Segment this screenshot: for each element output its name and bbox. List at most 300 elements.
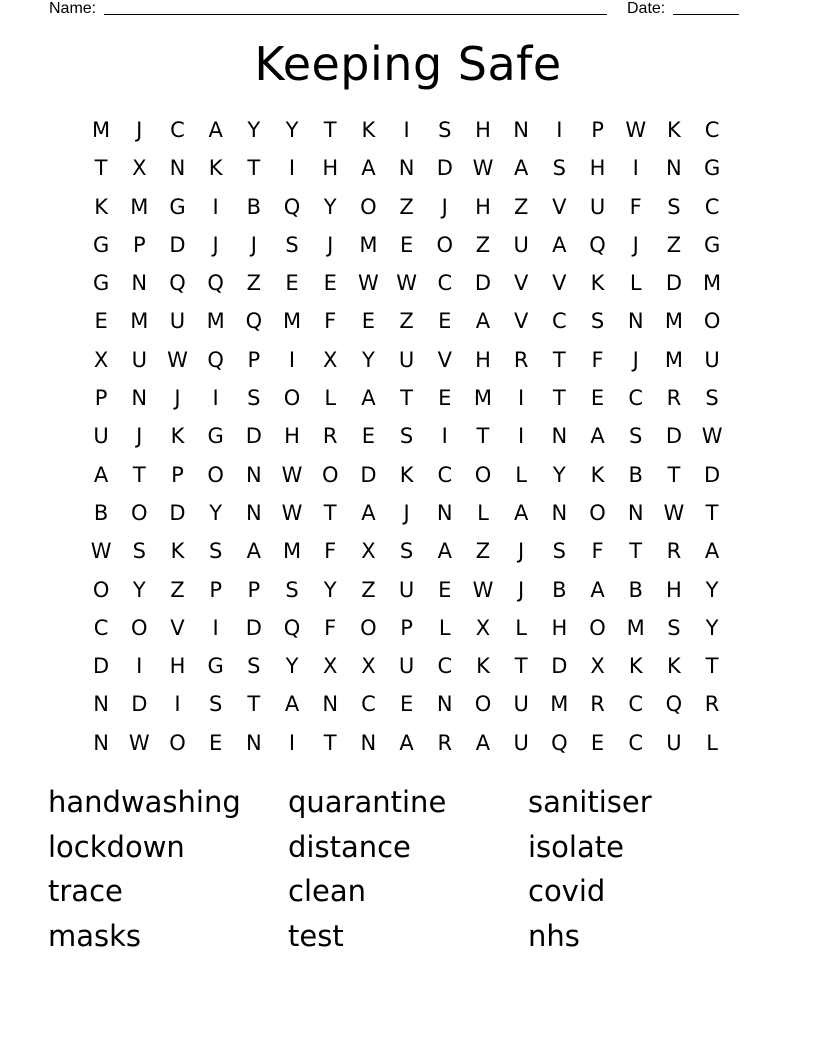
grid-letter: T	[323, 730, 337, 755]
grid-letter: O	[131, 615, 148, 640]
grid-letter: I	[212, 194, 219, 219]
grid-letter: J	[136, 118, 143, 142]
grid-letter: K	[590, 271, 605, 296]
grid-letter: Q	[283, 615, 301, 640]
grid-letter: U	[131, 347, 147, 372]
grid-letter: K	[476, 654, 490, 679]
grid-letter: T	[323, 500, 337, 525]
grid-letter: O	[360, 194, 377, 219]
grid-letter: M	[626, 615, 645, 640]
grid-letter: T	[94, 156, 108, 181]
grid-letter: J	[136, 424, 143, 449]
word-list-item: trace	[48, 874, 123, 909]
grid-letter: Q	[207, 347, 224, 372]
grid-letter: N	[245, 462, 262, 487]
grid-letter: C	[361, 692, 376, 717]
grid-letter: S	[667, 194, 681, 219]
grid-letter: A	[208, 118, 223, 142]
grid-letter: C	[437, 654, 453, 679]
grid-letter: I	[518, 386, 525, 411]
grid-letter: O	[92, 577, 110, 602]
grid-letter: C	[628, 692, 644, 717]
grid-letter: F	[591, 539, 604, 564]
grid-letter: U	[589, 194, 606, 219]
grid-letter: B	[628, 462, 643, 487]
word-list-item: nhs	[528, 919, 580, 954]
grid-letter: M	[473, 386, 493, 411]
grid-letter: A	[284, 692, 300, 717]
grid-letter: S	[705, 386, 719, 411]
grid-letter: U	[93, 424, 109, 449]
grid-letter: O	[283, 386, 301, 411]
grid-letter: G	[703, 156, 721, 181]
grid-letter: M	[206, 309, 225, 334]
grid-letter: I	[136, 654, 143, 679]
date-blank-line	[673, 14, 739, 15]
grid-letter: Q	[283, 194, 301, 219]
grid-letter: O	[703, 309, 721, 334]
grid-letter: E	[399, 692, 414, 717]
grid-letter: H	[475, 194, 491, 219]
grid-letter: N	[93, 730, 109, 755]
grid-letter: I	[212, 386, 219, 411]
grid-letter: M	[282, 539, 302, 564]
grid-letter: E	[361, 424, 376, 449]
grid-letter: J	[441, 194, 448, 219]
grid-letter: D	[436, 156, 453, 181]
grid-letter: N	[131, 271, 148, 296]
grid-letter: G	[207, 424, 224, 449]
grid-letter: A	[552, 232, 567, 257]
grid-letter: X	[323, 654, 338, 679]
grid-letter: I	[441, 424, 448, 449]
grid-letter: C	[704, 118, 720, 142]
grid-letter: K	[170, 539, 185, 564]
grid-letter: Y	[247, 118, 261, 142]
grid-letter: T	[323, 118, 337, 142]
grid-letter: E	[438, 386, 452, 411]
grid-letter: R	[437, 730, 453, 755]
grid-letter: C	[704, 194, 720, 219]
grid-letter: M	[92, 118, 111, 142]
grid-letter: E	[285, 271, 299, 296]
grid-letter: Y	[209, 500, 223, 525]
grid-letter: Y	[323, 194, 337, 219]
grid-letter: P	[209, 577, 222, 602]
grid-letter: C	[552, 309, 567, 334]
grid-letter: F	[324, 309, 337, 334]
grid-letter: U	[169, 309, 186, 334]
grid-letter: P	[400, 615, 413, 640]
grid-letter: K	[170, 424, 185, 449]
grid-letter: N	[398, 156, 415, 181]
grid-letter: N	[131, 386, 148, 411]
grid-letter: M	[664, 309, 683, 334]
grid-letter: P	[247, 577, 261, 602]
grid-letter: A	[590, 424, 605, 449]
grid-letter: O	[321, 462, 339, 487]
grid-letter: I	[403, 118, 410, 142]
grid-letter: M	[130, 309, 149, 334]
grid-letter: Y	[285, 654, 299, 679]
grid-letter: O	[589, 500, 606, 525]
grid-letter: X	[323, 347, 338, 372]
grid-letter: E	[438, 309, 452, 334]
grid-letter: L	[477, 500, 489, 525]
grid-letter: G	[207, 654, 224, 679]
word-list-item: lockdown	[48, 829, 185, 864]
grid-letter: F	[324, 615, 337, 640]
grid-letter: L	[324, 386, 337, 411]
grid-letter: K	[94, 194, 108, 219]
grid-letter: Y	[285, 118, 299, 142]
grid-letter: U	[513, 692, 529, 717]
grid-letter: A	[475, 730, 491, 755]
grid-letter: P	[132, 232, 146, 257]
grid-letter: J	[403, 500, 410, 525]
grid-letter: H	[284, 424, 300, 449]
grid-letter: D	[169, 500, 186, 525]
grid-letter: T	[400, 386, 413, 411]
grid-letter: U	[513, 232, 529, 257]
grid-letter: D	[474, 271, 492, 296]
grid-letter: J	[212, 232, 219, 257]
grid-letter: X	[475, 615, 491, 640]
grid-letter: U	[666, 730, 682, 755]
grid-letter: P	[247, 347, 261, 372]
grid-letter: T	[705, 500, 719, 525]
grid-letter: N	[627, 309, 644, 334]
grid-letter: A	[246, 539, 262, 564]
grid-letter: F	[591, 347, 604, 372]
grid-letter: W	[90, 539, 112, 564]
grid-letter: B	[552, 577, 567, 602]
grid-letter: A	[361, 386, 376, 411]
grid-letter: W	[128, 730, 150, 755]
grid-letter: T	[705, 654, 719, 679]
grid-letter: K	[628, 654, 643, 679]
grid-letter: H	[589, 156, 606, 181]
grid-letter: S	[629, 424, 643, 449]
grid-letter: B	[246, 194, 262, 219]
grid-letter: I	[288, 156, 296, 181]
grid-letter: C	[437, 462, 453, 487]
grid-letter: T	[514, 654, 528, 679]
grid-letter: S	[552, 539, 567, 564]
grid-letter: M	[664, 347, 683, 372]
grid-letter: J	[632, 232, 639, 257]
grid-letter: I	[212, 615, 219, 640]
grid-letter: U	[398, 347, 415, 372]
grid-letter: V	[170, 615, 185, 640]
word-list-item: handwashing	[48, 785, 241, 819]
grid-letter: W	[472, 577, 494, 602]
grid-letter: N	[513, 118, 530, 142]
grid-letter: M	[130, 194, 149, 219]
grid-letter: Z	[399, 309, 414, 334]
grid-letter: N	[322, 692, 339, 717]
grid-letter: T	[476, 424, 490, 449]
grid-letter: T	[247, 156, 261, 181]
grid-letter: K	[399, 462, 414, 487]
grid-letter: H	[666, 577, 682, 602]
grid-letter: D	[131, 692, 148, 717]
grid-letter: U	[398, 577, 415, 602]
page-title: Keeping Safe	[254, 37, 562, 91]
grid-letter: G	[169, 194, 186, 219]
grid-letter: D	[665, 271, 682, 296]
grid-letter: E	[438, 577, 452, 602]
grid-letter: V	[437, 347, 452, 372]
grid-letter: E	[209, 730, 223, 755]
grid-letter: H	[169, 654, 186, 679]
grid-letter: Y	[552, 462, 566, 487]
word-list	[48, 780, 768, 959]
grid-letter: Q	[245, 309, 263, 334]
grid-letter: W	[281, 462, 303, 487]
grid-letter: P	[171, 462, 184, 487]
grid-letter: L	[706, 730, 718, 755]
grid-letter: N	[245, 500, 262, 525]
grid-letter: Z	[475, 232, 491, 257]
grid-letter: T	[667, 462, 681, 487]
grid-letter: Z	[513, 194, 529, 219]
word-list-item: test	[288, 919, 344, 954]
grid-letter: K	[208, 156, 223, 181]
grid-letter: J	[250, 232, 257, 257]
grid-letter: X	[590, 654, 605, 679]
grid-letter: J	[518, 539, 525, 564]
grid-letter: L	[515, 462, 527, 487]
grid-letter: F	[324, 539, 337, 564]
grid-letter: I	[288, 730, 296, 755]
grid-letter: D	[169, 232, 186, 257]
grid-letter: E	[590, 730, 605, 755]
grid-letter: S	[208, 692, 223, 717]
grid-letter: I	[174, 692, 181, 717]
grid-letter: Y	[705, 577, 719, 602]
date-label: Date:	[627, 0, 666, 17]
grid-letter: Z	[399, 194, 414, 219]
grid-letter: A	[93, 462, 109, 487]
grid-letter: O	[169, 730, 186, 755]
grid-letter: A	[475, 309, 491, 334]
grid-letter: Y	[705, 615, 719, 640]
grid-letter: S	[285, 577, 299, 602]
grid-letter: M	[359, 232, 378, 257]
grid-letter: D	[665, 424, 682, 449]
grid-letter: Z	[361, 577, 376, 602]
word-list-item: clean	[288, 874, 366, 909]
grid-letter: Q	[665, 692, 683, 717]
word-list-item: covid	[528, 874, 606, 909]
grid-letter: D	[704, 462, 721, 487]
grid-letter: C	[93, 615, 109, 640]
grid-letter: V	[552, 194, 567, 219]
grid-letter: E	[399, 232, 414, 257]
grid-letter: W	[663, 500, 685, 525]
grid-letter: V	[552, 271, 567, 296]
grid-letter: R	[704, 692, 720, 717]
grid-letter: N	[245, 730, 262, 755]
grid-letter: I	[556, 118, 563, 142]
grid-letter: H	[322, 156, 339, 181]
grid-letter: U	[513, 730, 529, 755]
grid-letter: T	[552, 386, 566, 411]
grid-letter: H	[551, 615, 568, 640]
letter-grid	[82, 113, 731, 764]
grid-letter: U	[398, 654, 415, 679]
grid-letter: A	[399, 730, 414, 755]
grid-letter: S	[438, 118, 452, 142]
grid-letter: A	[361, 500, 376, 525]
grid-letter: O	[589, 615, 606, 640]
grid-letter: A	[513, 500, 529, 525]
grid-letter: D	[93, 654, 110, 679]
grid-letter: W	[396, 271, 417, 296]
worksheet-header	[0, 0, 816, 20]
grid-letter: D	[245, 424, 262, 449]
grid-letter: W	[281, 500, 303, 525]
grid-letter: S	[132, 539, 146, 564]
grid-letter: X	[93, 347, 109, 372]
grid-letter: A	[704, 539, 720, 564]
grid-letter: S	[399, 539, 414, 564]
grid-letter: N	[360, 730, 377, 755]
grid-letter: L	[438, 615, 451, 640]
grid-letter: T	[629, 539, 643, 564]
grid-letter: R	[590, 692, 605, 717]
grid-letter: H	[475, 118, 491, 142]
grid-letter: J	[632, 347, 639, 372]
grid-letter: L	[515, 615, 527, 640]
grid-letter: E	[361, 309, 376, 334]
grid-letter: G	[92, 271, 110, 296]
grid-letter: S	[247, 654, 261, 679]
grid-letter: Z	[666, 232, 682, 257]
grid-letter: O	[207, 462, 224, 487]
grid-letter: X	[132, 156, 147, 181]
grid-letter: A	[513, 156, 529, 181]
grid-letter: I	[632, 156, 639, 181]
grid-letter: N	[436, 500, 453, 525]
grid-letter: N	[551, 424, 568, 449]
grid-letter: O	[474, 692, 492, 717]
grid-letter: G	[703, 232, 721, 257]
word-list-item: quarantine	[288, 785, 447, 819]
grid-letter: O	[360, 615, 377, 640]
grid-letter: Y	[132, 577, 146, 602]
grid-letter: R	[666, 386, 682, 411]
grid-letter: D	[551, 654, 568, 679]
grid-letter: I	[518, 424, 525, 449]
grid-letter: J	[327, 232, 334, 257]
grid-letter: Y	[323, 577, 337, 602]
grid-letter: I	[288, 347, 296, 372]
name-blank-line	[104, 14, 607, 15]
grid-letter: D	[360, 462, 377, 487]
grid-letter: P	[591, 118, 604, 142]
grid-letter: W	[358, 271, 379, 296]
grid-letter: J	[518, 577, 525, 602]
grid-letter: W	[167, 347, 188, 372]
grid-letter: O	[474, 462, 492, 487]
word-list-item: distance	[288, 829, 411, 864]
grid-letter: W	[701, 424, 723, 449]
grid-letter: S	[247, 386, 261, 411]
grid-letter: Z	[170, 577, 185, 602]
grid-letter: N	[666, 156, 682, 181]
grid-letter: M	[703, 271, 722, 296]
grid-letter: V	[513, 309, 529, 334]
grid-letter: K	[590, 462, 605, 487]
grid-letter: Q	[551, 730, 568, 755]
grid-letter: N	[169, 156, 186, 181]
grid-letter: V	[513, 271, 529, 296]
grid-letter: S	[208, 539, 223, 564]
grid-letter: B	[93, 500, 109, 525]
grid-letter: N	[627, 500, 644, 525]
grid-letter: S	[590, 309, 605, 334]
grid-letter: T	[247, 692, 261, 717]
grid-letter: C	[628, 386, 644, 411]
grid-letter: H	[475, 347, 491, 372]
grid-letter: N	[436, 692, 453, 717]
grid-letter: E	[94, 309, 108, 334]
grid-letter: T	[552, 347, 566, 372]
grid-letter: L	[629, 271, 642, 296]
grid-letter: A	[361, 156, 376, 181]
grid-letter: R	[513, 347, 529, 372]
grid-letter: S	[552, 156, 567, 181]
grid-letter: Q	[207, 271, 224, 296]
word-list-item: isolate	[528, 829, 624, 864]
grid-letter: X	[361, 539, 376, 564]
grid-letter: K	[667, 118, 681, 142]
grid-letter: J	[174, 386, 181, 411]
grid-letter: E	[323, 271, 337, 296]
grid-letter: W	[625, 118, 647, 142]
grid-letter: R	[666, 539, 682, 564]
grid-letter: C	[437, 271, 453, 296]
grid-letter: M	[550, 692, 569, 717]
grid-letter: Y	[361, 347, 375, 372]
grid-letter: Z	[246, 271, 262, 296]
grid-letter: E	[590, 386, 605, 411]
grid-letter: A	[437, 539, 452, 564]
grid-letter: S	[399, 424, 414, 449]
grid-letter: O	[436, 232, 454, 257]
grid-letter: X	[361, 654, 376, 679]
grid-letter: K	[361, 118, 376, 142]
grid-letter: U	[704, 347, 720, 372]
grid-letter: N	[93, 692, 109, 717]
grid-letter: B	[628, 577, 643, 602]
grid-letter: S	[667, 615, 681, 640]
grid-letter: A	[590, 577, 605, 602]
grid-letter: Z	[475, 539, 491, 564]
grid-letter: C	[628, 730, 644, 755]
grid-letter: D	[245, 615, 262, 640]
grid-letter: Q	[589, 232, 606, 257]
grid-letter: F	[629, 194, 642, 219]
name-label: Name:	[49, 0, 97, 17]
grid-letter: P	[94, 386, 108, 411]
grid-letter: O	[131, 500, 148, 525]
grid-letter: N	[551, 500, 568, 525]
grid-letter: S	[285, 232, 299, 257]
grid-letter: C	[170, 118, 185, 142]
